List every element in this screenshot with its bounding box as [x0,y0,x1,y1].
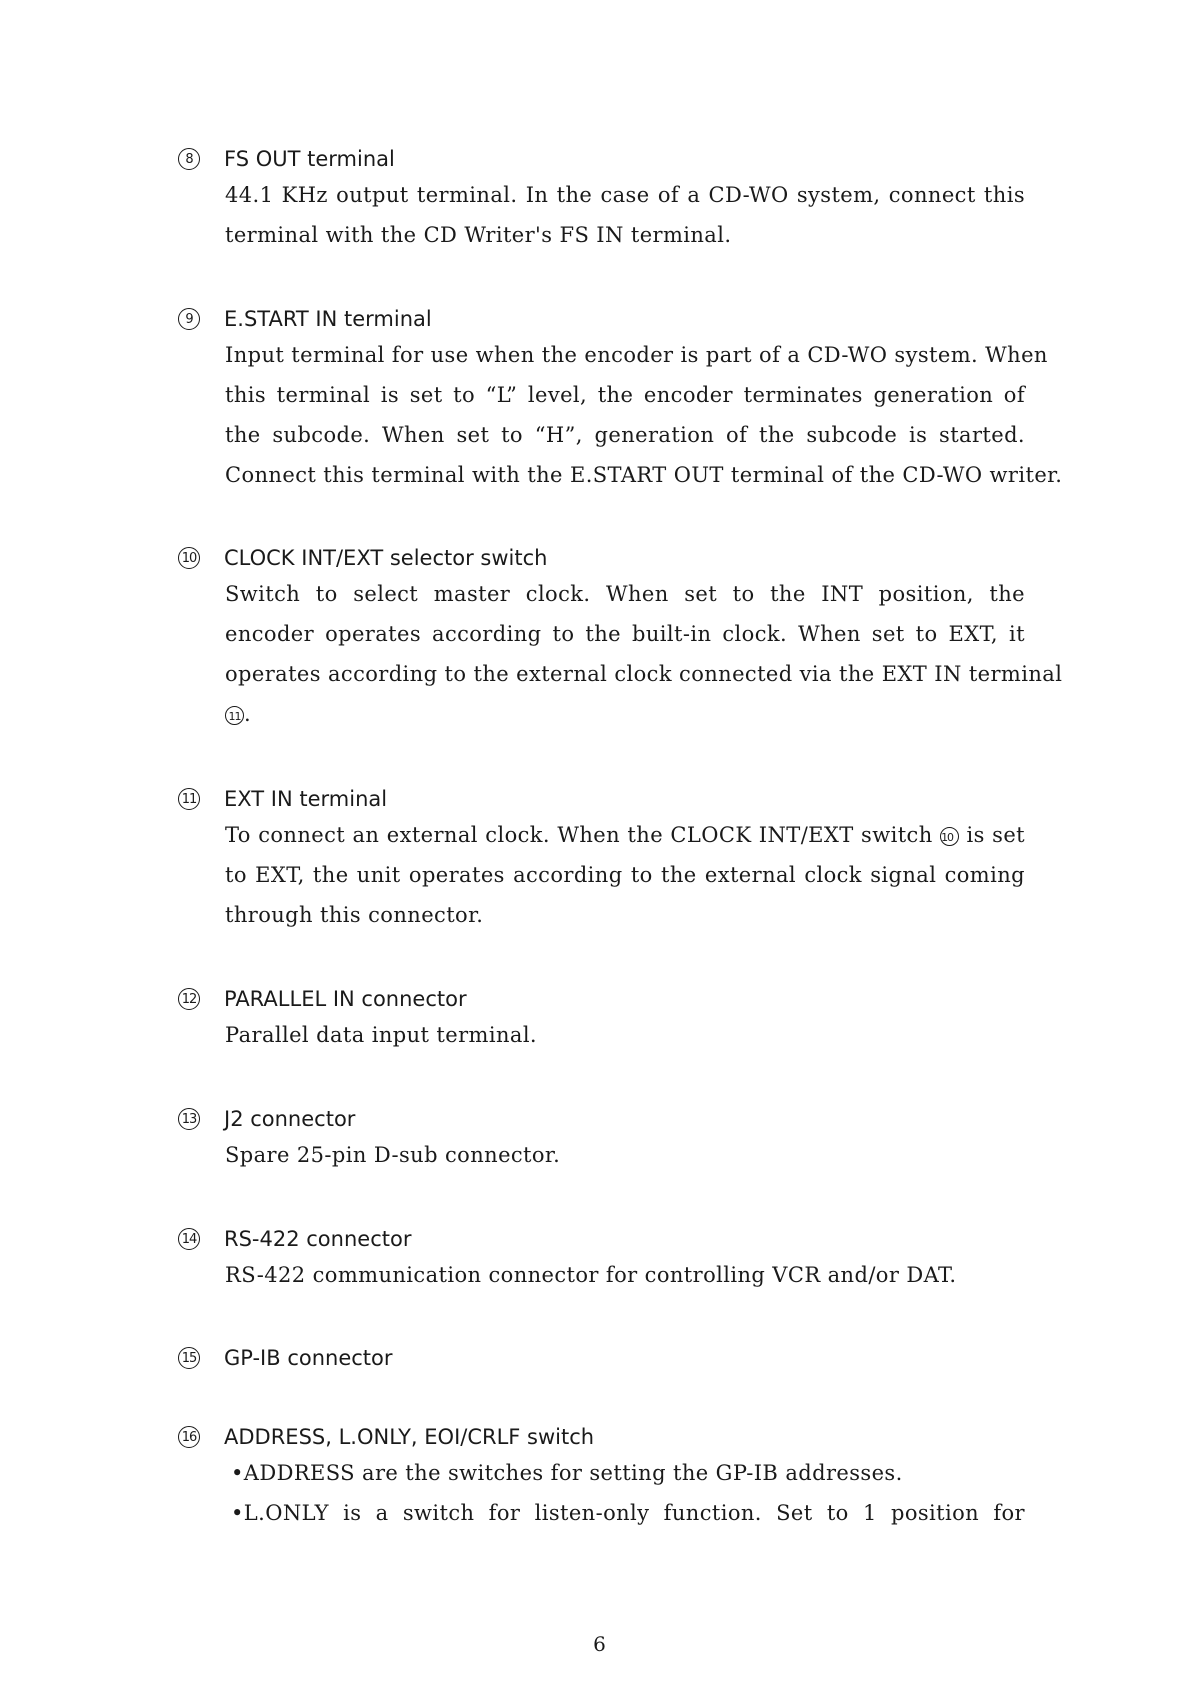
body-line: the subcode. When set to “H”, generation of the subcode is started. [225,423,1025,447]
body-line: terminal with the CD Writer's FS IN terminal. [225,223,732,247]
body-line: Connect this terminal with the E.START OUT terminal of the CD-WO writer. [225,463,1063,487]
section-heading: E.START IN terminal [224,307,432,331]
body-line: 44.1 KHz output terminal. In the case of a CD-WO system, connect this [225,183,1025,207]
body-line: to EXT, the unit operates according to the external clock signal coming [225,863,1025,887]
section-heading: FS OUT terminal [224,147,395,171]
item-reference-badge: 11 [225,706,244,725]
item-number-badge: 15 [178,1347,200,1369]
body-line: this terminal is set to “L” level, the encoder terminates generation of [225,383,1025,407]
body-line: Input terminal for use when the encoder is part of a CD-WO system. When [225,343,1048,367]
page-number: 6 [593,1632,606,1656]
body-text: is set [966,823,1026,847]
body-line [225,702,1025,726]
item-number-badge: 11 [178,788,200,810]
body-line: RS-422 communication connector for controlling VCR and/or DAT. [225,1263,957,1287]
item-number-badge: 12 [178,988,200,1010]
section-heading: GP-IB connector [224,1346,393,1370]
item-number-badge: 13 [178,1108,200,1130]
section-heading: RS-422 connector [224,1227,412,1251]
item-number-badge: 14 [178,1228,200,1250]
body-line: Switch to select master clock. When set to the INT position, the [225,582,1025,606]
item-number-badge: 9 [178,308,200,330]
section-heading: CLOCK INT/EXT selector switch [224,546,548,570]
bullet-line: •ADDRESS are the switches for setting the GP-IB addresses. [231,1461,903,1485]
body-text: To connect an external clock. When the CLOCK INT/EXT switch [225,823,933,847]
body-line [225,823,1025,847]
item-number-badge: 16 [178,1426,200,1448]
item-number-badge: 8 [178,148,200,170]
item-number-badge: 10 [178,547,200,569]
body-line: encoder operates according to the built-in clock. When set to EXT, it [225,622,1025,646]
section-heading: PARALLEL IN connector [224,987,467,1011]
section-heading: EXT IN terminal [224,787,388,811]
body-line: operates according to the external clock connected via the EXT IN terminal [225,662,1063,686]
section-heading: ADDRESS, L.ONLY, EOI/CRLF switch [224,1425,595,1449]
body-line: Parallel data input terminal. [225,1023,538,1047]
section-heading: J2 connector [224,1107,356,1131]
body-line: Spare 25-pin D-sub connector. [225,1143,561,1167]
bullet-line: •L.ONLY is a switch for listen-only function. Set to 1 position for [231,1501,1025,1525]
reference-suffix: . [244,702,252,726]
item-reference-badge: 10 [940,827,959,846]
body-line: through this connector. [225,903,484,927]
